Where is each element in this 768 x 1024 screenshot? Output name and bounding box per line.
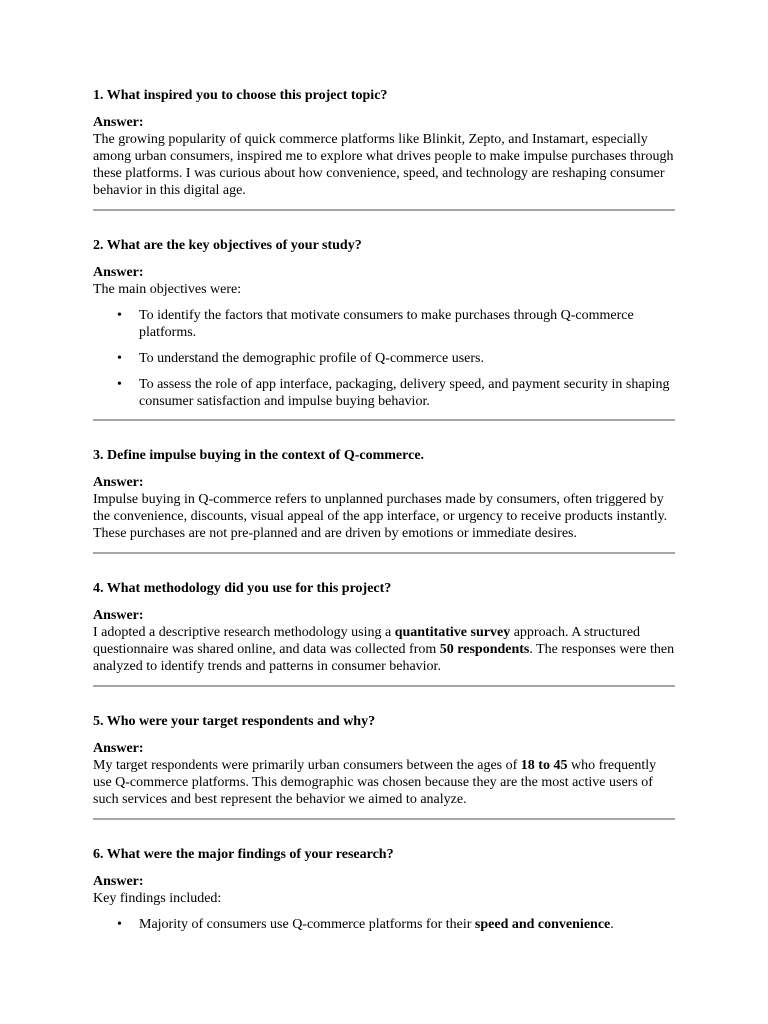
answer-label-3: Answer: bbox=[93, 475, 144, 490]
list-item-text: To understand the demographic profile of Q-commerce users. bbox=[139, 351, 485, 366]
list-item bbox=[93, 376, 675, 410]
bullet-icon: • bbox=[117, 308, 122, 323]
list-item-segment: Majority of consumers use Q-commerce platforms for their bbox=[139, 917, 475, 932]
answer-text-segment: My target respondents were primarily urban consumers between the ages of bbox=[93, 758, 521, 773]
question-1: 1. What inspired you to choose this project topic? bbox=[93, 88, 388, 103]
section-divider bbox=[93, 552, 675, 554]
qa-section-1 bbox=[93, 87, 675, 199]
bullet-icon: • bbox=[117, 351, 122, 366]
qa-section-6 bbox=[93, 846, 675, 933]
list-item-text bbox=[139, 917, 614, 932]
question-5: 5. Who were your target respondents and why? bbox=[93, 714, 376, 729]
section-divider bbox=[93, 818, 675, 820]
qa-section-3 bbox=[93, 447, 675, 542]
list-item bbox=[93, 307, 675, 341]
bullet-icon: • bbox=[117, 377, 122, 392]
answer-text-segment: approach. A structured questionnaire was shared online, and data was collected from bbox=[93, 625, 641, 657]
list-item-text: To assess the role of app interface, packaging, delivery speed, and payment security in shaping consumer satisfaction and impulse buying behavior. bbox=[139, 377, 670, 409]
qa-section-4 bbox=[93, 580, 675, 675]
answer-text-segment: . The responses were then analyzed to identify trends and patterns in consumer behavior. bbox=[93, 642, 675, 674]
answer-text-3: Impulse buying in Q-commerce refers to unplanned purchases made by consumers, often triggered by the convenience, discounts, visual appeal of the app interface, or urgency to receive products instantly. These purchases are not pre-planned and are driven by emotions or immediate desires. bbox=[93, 492, 668, 541]
objectives-list bbox=[93, 307, 675, 410]
qa-section-5 bbox=[93, 713, 675, 808]
findings-list bbox=[93, 916, 675, 933]
question-6: 6. What were the major findings of your research? bbox=[93, 847, 394, 862]
qa-section-2 bbox=[93, 237, 675, 410]
answer-text-1: The growing popularity of quick commerce platforms like Blinkit, Zepto, and Instamart, especially among urban consumers, inspired me to explore what drives people to make impulse purchases through these platforms. I was curious about how convenience, speed, and technology are reshaping consumer behavior in this digital age. bbox=[93, 132, 674, 198]
list-item bbox=[93, 350, 675, 367]
emphasis-age-range: 18 to 45 bbox=[520, 758, 568, 773]
list-item-segment: . bbox=[610, 917, 614, 932]
answer-text-5 bbox=[93, 757, 675, 808]
answer-text-4 bbox=[93, 624, 675, 675]
section-divider bbox=[93, 209, 675, 211]
answer-label-2: Answer: bbox=[93, 265, 144, 280]
answer-text-segment: I adopted a descriptive research methodology using a bbox=[93, 625, 395, 640]
question-2: 2. What are the key objectives of your study? bbox=[93, 238, 362, 253]
list-item-text: To identify the factors that motivate consumers to make purchases through Q-commerce platforms. bbox=[139, 308, 634, 340]
section-divider bbox=[93, 419, 675, 421]
document-content bbox=[93, 87, 675, 942]
bullet-icon: • bbox=[117, 917, 122, 932]
emphasis-quantitative-survey: quantitative survey bbox=[394, 625, 511, 640]
answer-label-4: Answer: bbox=[93, 608, 144, 623]
answer-text-6: Key findings included: bbox=[93, 891, 222, 906]
emphasis-respondent-count: 50 respondents bbox=[439, 642, 530, 657]
answer-label-6: Answer: bbox=[93, 874, 144, 889]
section-divider bbox=[93, 685, 675, 687]
emphasis-speed-convenience: speed and convenience bbox=[474, 917, 611, 932]
answer-label-1: Answer: bbox=[93, 115, 144, 130]
question-4: 4. What methodology did you use for this project? bbox=[93, 581, 392, 596]
answer-label-5: Answer: bbox=[93, 741, 144, 756]
answer-text-2: The main objectives were: bbox=[93, 282, 242, 297]
question-3: 3. Define impulse buying in the context of Q-commerce. bbox=[93, 448, 425, 463]
answer-text-segment: who frequently use Q-commerce platforms. This demographic was chosen because they are the most active users of such services and best represent the behavior we aimed to analyze. bbox=[93, 758, 657, 807]
list-item bbox=[93, 916, 675, 933]
